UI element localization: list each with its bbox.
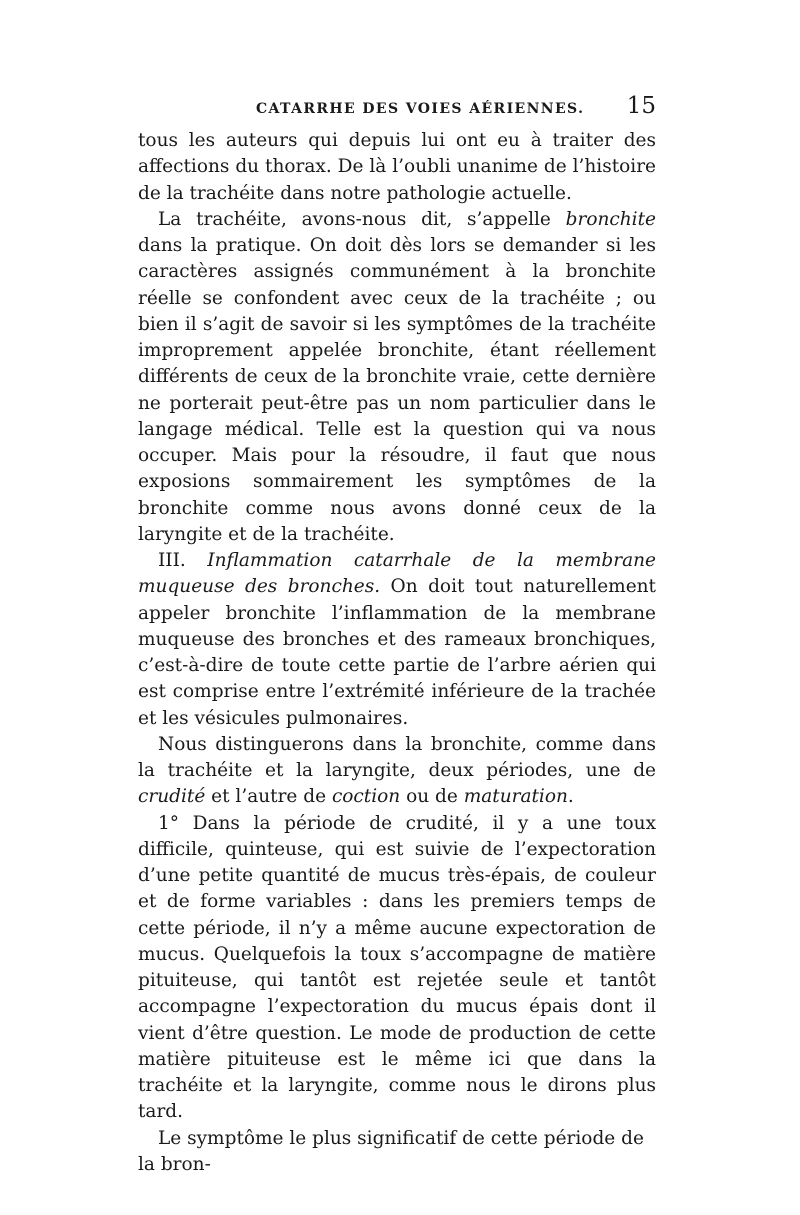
paragraph-4-text-d: . <box>567 786 574 808</box>
section-heading: Inflammation catarrhale de la membrane muqueuse des bronches. <box>138 550 656 598</box>
paragraph-periodes <box>138 732 656 811</box>
paragraph-4-text-c: ou de <box>400 786 464 808</box>
paragraph-2-text-a: La trachéite, avons-nous dit, s’appelle <box>158 208 566 230</box>
paragraph-periode-crudite <box>138 811 656 1126</box>
paragraph-4-text-b: et l’autre de <box>205 786 332 808</box>
paragraph-4-text-a: Nous distinguerons dans la bronchite, comme dans la trachéite et la laryngite, deux périodes, une de <box>138 733 656 781</box>
paragraph-2-text-b: dans la pratique. On doit dès lors se demander si les caractères assignés communément à la bronchite réelle se confondent avec ceux de la trachéite ; ou bien il s’agit de savoir si les symptômes de la trachéite improprement appelée bronchite, étant réellement différents de ceux de la bronchite vraie, cette dernière ne porterait peut-être pas un nom particulier dans le langage médical. Telle est la question qui va nous occuper. Mais pour la résoudre, il faut que nous exposions sommairement les symptômes de la bronchite comme nous avons donné ceux de la laryngite et de la trachéite. <box>138 235 656 545</box>
paragraph-symptome <box>138 1126 656 1179</box>
section-iii-paragraph <box>138 548 656 732</box>
running-title: CATARRHE DES VOIES AÉRIENNES. <box>256 101 585 117</box>
paragraph-thorax <box>138 128 656 207</box>
paragraph-5-text: 1° Dans la période de crudité, il y a une toux difficile, quinteuse, qui est suivie de l’expectoration d’une petite quantité de mucus très-épais, de couleur et de forme variables : dans les premiers temps de cette période, il n’y a même aucune expectoration de mucus. Quelquefois la toux s’accompagne de matière pituiteuse, qui tantôt est rejetée seule et tantôt accompagne l’expectoration du mucus épais dont il vient d’être question. Le mode de production de cette matière pituiteuse est le même ici que dans la trachéite et la laryngite, comme nous le dirons plus tard. <box>138 812 656 1123</box>
page-number: 15 <box>626 93 656 119</box>
section-number: III. <box>158 550 208 571</box>
paragraph-tracheite-bronchite <box>138 207 656 548</box>
paragraph-4-italic-coction: coction <box>331 786 401 808</box>
paragraph-4-italic-maturation: maturation <box>463 786 568 808</box>
paragraph-4-italic-crudite: crudité <box>138 786 206 808</box>
paragraph-6-text: Le symptôme le plus significatif de cette période de la bron- <box>138 1127 644 1175</box>
running-head <box>138 93 656 123</box>
body-text <box>138 128 656 1178</box>
section-iii-text: On doit tout naturellement appeler bronchite l’inflammation de la membrane muqueuse des bronches et des rameaux bronchiques, c’est-à-dire de toute cette partie de l’arbre aérien qui est comprise entre l’extrémité inférieure de la trachée et les vésicules pulmonaires. <box>138 576 656 729</box>
paragraph-thorax-text: tous les auteurs qui depuis lui ont eu à traiter des affections du thorax. De là l’oubli unanime de l’histoire de la trachéite dans notre pathologie actuelle. <box>138 130 656 204</box>
paragraph-2-italic-bronchite: bronchite <box>565 208 656 230</box>
